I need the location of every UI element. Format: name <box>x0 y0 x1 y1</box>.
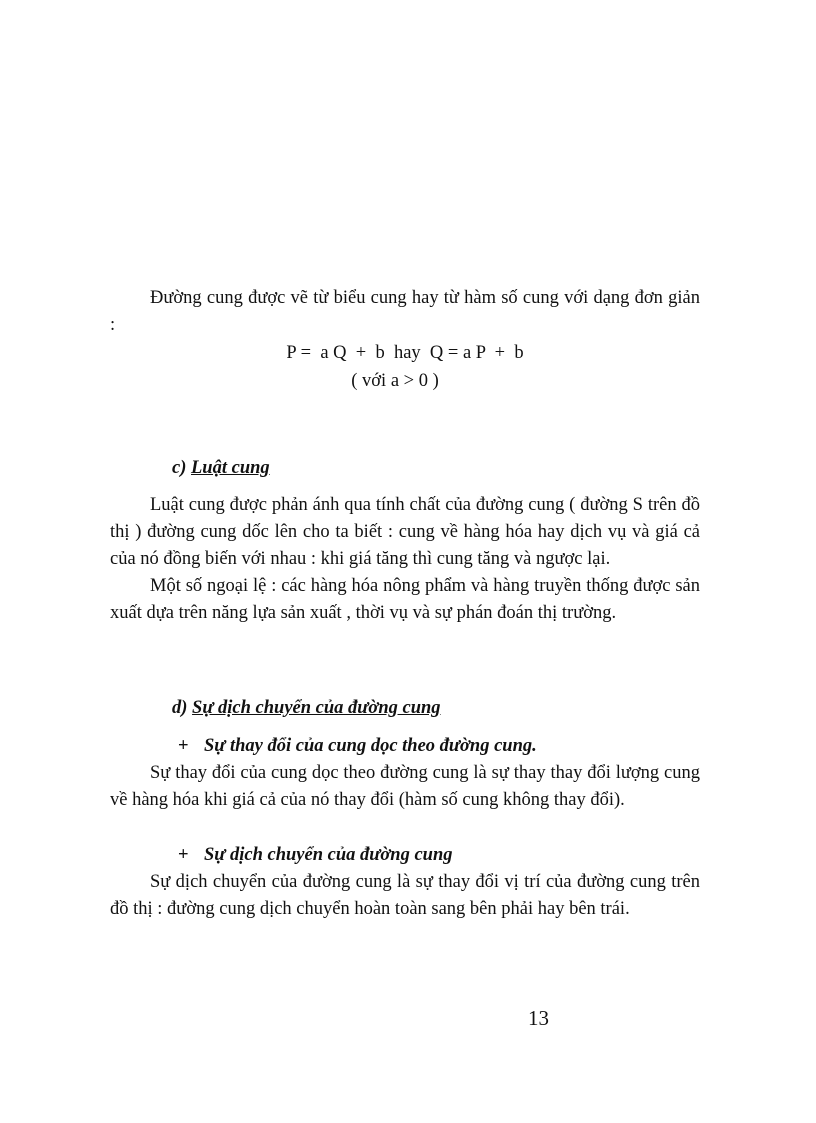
intro-section <box>110 285 700 339</box>
section-d-label: d) <box>172 698 188 718</box>
curve-shift-paragraph: Sự dịch chuyển của đường cung là sự thay đổi vị trí của đường cung trên đồ thị : đường cung dịch chuyển hoàn toàn sang bên phải hay bên trái. <box>110 872 700 919</box>
formula-condition: ( với a > 0 ) <box>351 371 439 391</box>
movement-along-paragraph: Sự thay đổi của cung dọc theo đường cung là sự thay thay đổi lượng cung về hàng hóa khi giá cả của nó thay đổi (hàm số cung không thay đổi). <box>110 763 700 810</box>
bullet-plus: + <box>178 845 189 865</box>
section-d-title: Sự dịch chuyển của đường cung <box>192 698 441 718</box>
subheading-text: Sự thay đổi của cung dọc theo đường cung. <box>204 736 537 756</box>
section-c-body <box>110 492 700 627</box>
supply-formula: P = a Q + b hay Q = a P + b <box>286 343 524 363</box>
section-c-title: Luật cung <box>191 458 270 478</box>
intro-paragraph: Đường cung được vẽ từ biểu cung hay từ hàm số cung với dạng đơn giản : <box>110 288 700 335</box>
page-number: 13 <box>528 1006 549 1030</box>
section-d-heading <box>172 695 441 722</box>
subheading-movement-along <box>178 733 537 760</box>
section-c-paragraph: Luật cung được phản ánh qua tính chất của đường cung ( đường S trên đồ thị ) đường cung dốc lên cho ta biết : cung về hàng hóa hay dịch vụ và giá cả của nó đồng biến với nhau : khi giá tăng thì cung tăng và ngược lại. <box>110 495 700 569</box>
subheading-text: Sự dịch chuyển của đường cung <box>204 845 453 865</box>
curve-shift-body <box>110 869 700 923</box>
subheading-curve-shift <box>178 842 452 869</box>
section-c-paragraph: Một số ngoại lệ : các hàng hóa nông phẩm và hàng truyền thống được sản xuất dựa trên năng lựa sản xuất , thời vụ và sự phán đoán thị trường. <box>110 576 700 623</box>
section-c-label: c) <box>172 458 187 478</box>
section-c-heading <box>172 455 270 482</box>
movement-along-body <box>110 760 700 814</box>
bullet-plus: + <box>178 736 189 756</box>
